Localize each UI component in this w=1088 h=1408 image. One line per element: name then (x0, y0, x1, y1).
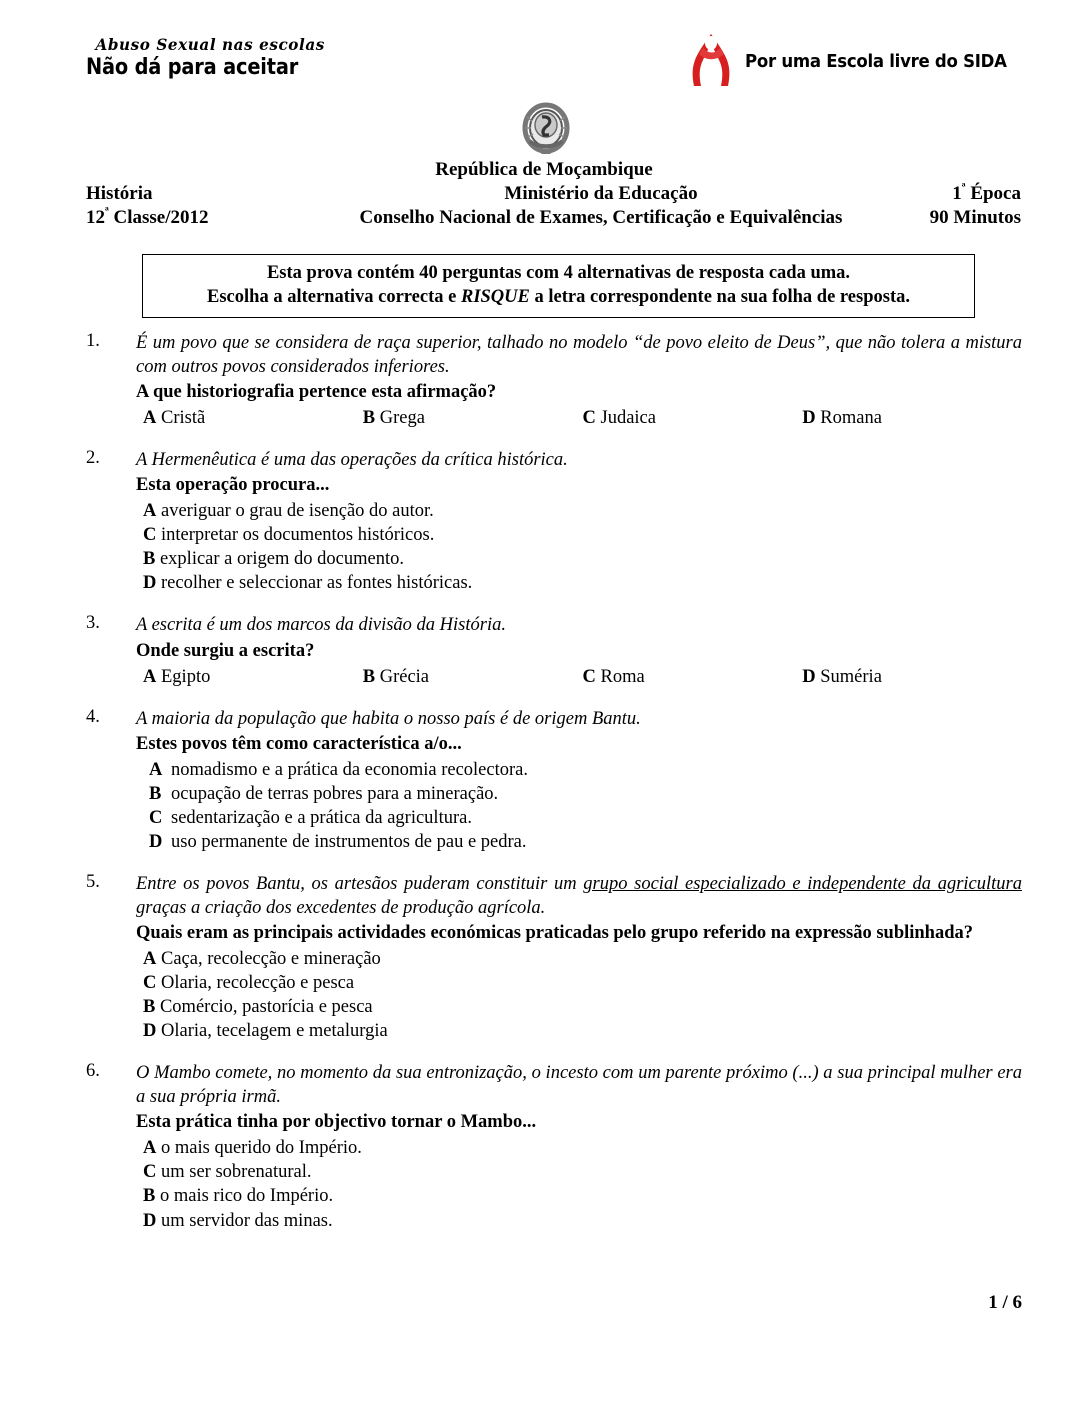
question-stem: O Mambo comete, no momento da sua entronização, o incesto com um parente próximo (...) a sua principal mulher era a sua própria irmã. (136, 1063, 1022, 1108)
question-number: 2. (86, 448, 100, 469)
option-letter: A (143, 1138, 157, 1159)
option-text: ocupação de terras pobres para a mineração. (171, 783, 499, 804)
header-grade-label: Classe/2012 (108, 207, 209, 228)
question-options (136, 758, 1022, 854)
question-prompt: Estes povos têm como característica a/o... (136, 733, 462, 754)
campaign-banner-left-line2: Não dá para aceitar (86, 54, 299, 80)
option-letter: A (143, 501, 157, 522)
option-item[interactable] (143, 1209, 583, 1233)
option-item[interactable] (143, 523, 583, 547)
option-item[interactable] (583, 665, 803, 689)
option-text: o mais querido do Império. (161, 1138, 362, 1159)
option-item[interactable] (363, 406, 583, 430)
question-prompt: Quais eram as principais actividades económicas praticadas pelo grupo referido na expressão sublinhada? (136, 922, 973, 943)
aids-awareness-ribbon-icon (683, 30, 739, 92)
option-item[interactable] (149, 830, 1022, 854)
question-item (0, 448, 1088, 595)
question-number: 4. (86, 706, 100, 727)
question-prompt: Esta prática tinha por objectivo tornar o Mambo... (136, 1112, 537, 1133)
option-text: Caça, recolecção e mineração (161, 949, 381, 970)
option-item[interactable] (143, 971, 583, 995)
option-letter: B (143, 997, 156, 1018)
option-letter: C (582, 408, 596, 429)
instructions-line-2 (151, 285, 966, 309)
option-text: um servidor das minas. (161, 1210, 333, 1231)
question-item (0, 613, 1088, 688)
option-letter: D (143, 573, 157, 594)
question-stem: A escrita é um dos marcos da divisão da História. (136, 615, 506, 636)
option-text: Egipto (161, 666, 211, 687)
option-text: averiguar o grau de isenção do autor. (161, 501, 434, 522)
option-item[interactable] (583, 406, 803, 430)
question-number: 5. (86, 871, 100, 892)
option-text: Comércio, pastorícia e pesca (159, 997, 373, 1018)
question-options (136, 947, 1022, 1043)
option-text: Cristã (161, 408, 206, 429)
header-epoch-ordinal: ª (961, 180, 966, 195)
question-stem (136, 872, 1022, 920)
option-text: Roma (600, 666, 645, 687)
option-letter: B (362, 666, 376, 687)
option-text: Olaria, recolecção e pesca (161, 973, 355, 994)
option-text: recolher e seleccionar as fontes históricas. (161, 573, 473, 594)
option-item[interactable] (143, 499, 583, 523)
instructions-risque-keyword: RISQUE (460, 287, 530, 308)
option-text: Grega (379, 408, 425, 429)
option-letter: D (802, 666, 816, 687)
option-item[interactable] (143, 1184, 583, 1208)
option-letter: C (143, 973, 157, 994)
option-letter: C (143, 1162, 157, 1183)
option-letter: B (362, 408, 376, 429)
option-letter: B (149, 783, 162, 804)
question-stem: A Hermenêutica é uma das operações da crítica histórica. (136, 450, 568, 471)
option-letter: D (143, 1210, 157, 1231)
question-stem: É um povo que se considera de raça superior, talhado no modelo “de povo eleito de Deus”, que não tolera a mistura com outros povos considerados inferiores. (136, 333, 1022, 378)
question-prompt: Esta operação procura... (136, 475, 330, 496)
option-text: o mais rico do Império. (159, 1186, 334, 1207)
option-text: Suméria (820, 666, 882, 687)
header-republic: República de Moçambique (435, 159, 653, 180)
option-item[interactable] (143, 1136, 583, 1160)
option-item[interactable] (143, 406, 363, 430)
question-item (0, 872, 1088, 1043)
option-letter: A (143, 666, 157, 687)
option-text: Romana (820, 408, 882, 429)
question-options (136, 665, 1022, 689)
question-number: 1. (86, 331, 100, 351)
option-text: Olaria, tecelagem e metalurgia (161, 1021, 388, 1042)
option-text: nomadismo e a prática da economia recolectora. (171, 759, 528, 780)
question-prompt: A que historiografia pertence esta afirmação? (136, 382, 497, 403)
option-text: explicar a origem do documento. (159, 549, 404, 570)
question-options (136, 1136, 1022, 1232)
question-number: 3. (86, 613, 100, 634)
header-row-subject (86, 180, 1021, 205)
option-letter: A (143, 949, 157, 970)
option-item[interactable] (802, 406, 1022, 430)
option-letter: B (143, 1186, 156, 1207)
instructions-box (142, 254, 975, 318)
question-number: 6. (86, 1061, 100, 1082)
header-epoch-label: Época (965, 183, 1021, 204)
option-item[interactable] (143, 995, 583, 1019)
option-item[interactable] (802, 665, 1022, 689)
header-ministry: Ministério da Educação (504, 183, 698, 204)
option-letter: C (143, 525, 157, 546)
header-subject: História (86, 183, 153, 204)
option-text: um ser sobrenatural. (161, 1162, 312, 1183)
question-options (136, 499, 1022, 595)
header-epoch-number: 1 (952, 183, 962, 204)
option-letter: B (143, 549, 156, 570)
option-item[interactable] (149, 782, 1022, 806)
option-letter: C (149, 807, 163, 828)
option-letter: D (149, 831, 163, 852)
question-item (0, 707, 1088, 854)
option-item[interactable] (143, 1160, 583, 1184)
campaign-banner-right (683, 30, 1029, 92)
campaign-banner-left-line1: Abuso Sexual nas escolas (95, 35, 325, 54)
option-text: uso permanente de instrumentos de pau e pedra. (171, 831, 527, 852)
option-letter: A (143, 408, 157, 429)
option-letter: D (802, 408, 816, 429)
mozambique-coat-of-arms-icon (518, 101, 574, 157)
option-item[interactable] (143, 547, 583, 571)
question-stem: A maioria da população que habita o nosso país é de origem Bantu. (136, 708, 641, 729)
option-letter: D (143, 1021, 157, 1042)
option-item[interactable] (143, 1019, 583, 1043)
question-stem-prefix: Entre os povos Bantu, os artesãos puderam constituir um (136, 873, 584, 894)
option-item[interactable] (143, 571, 583, 595)
header-duration: 90 Minutos (929, 207, 1021, 228)
instructions-line-2-suffix: a letra correspondente na sua folha de resposta. (529, 287, 910, 308)
option-text: sedentarização e a prática da agricultura. (171, 807, 472, 828)
header-council: Conselho Nacional de Exames, Certificação e Equivalências (359, 207, 843, 228)
option-letter: A (149, 759, 163, 780)
question-prompt: Onde surgiu a escrita? (136, 640, 315, 661)
option-text: Judaica (600, 408, 656, 429)
option-text: Grécia (379, 666, 430, 687)
question-item (0, 1061, 1088, 1232)
header-grade-number: 12 (86, 207, 105, 228)
option-item[interactable] (149, 806, 1022, 830)
question-options (136, 406, 1022, 430)
header-grade (86, 204, 301, 229)
option-item[interactable] (149, 758, 1022, 782)
option-letter: C (582, 666, 596, 687)
page-number: 1 / 6 (988, 1292, 1022, 1313)
header-grade-ordinal: ª (105, 204, 109, 219)
campaign-banner-right-text: Por uma Escola livre do SIDA (745, 50, 1007, 72)
instructions-line-2-prefix: Escolha a alternativa correcta e (207, 287, 461, 308)
option-item[interactable] (143, 665, 363, 689)
questions-list (0, 331, 1088, 1251)
header-epoch (901, 180, 1021, 205)
question-stem-suffix: graças a criação dos excedentes de produção agrícola. (136, 897, 546, 918)
instructions-line-1: Esta prova contém 40 perguntas com 4 alternativas de resposta cada uma. (266, 263, 851, 283)
question-stem-underlined: grupo social especializado e independente da agricultura (583, 873, 1022, 894)
header-row-council (86, 204, 1021, 229)
question-item (0, 331, 1088, 430)
option-item[interactable] (143, 947, 583, 971)
option-text: interpretar os documentos históricos. (161, 525, 435, 546)
option-item[interactable] (363, 665, 583, 689)
campaign-banner-left (86, 36, 466, 80)
